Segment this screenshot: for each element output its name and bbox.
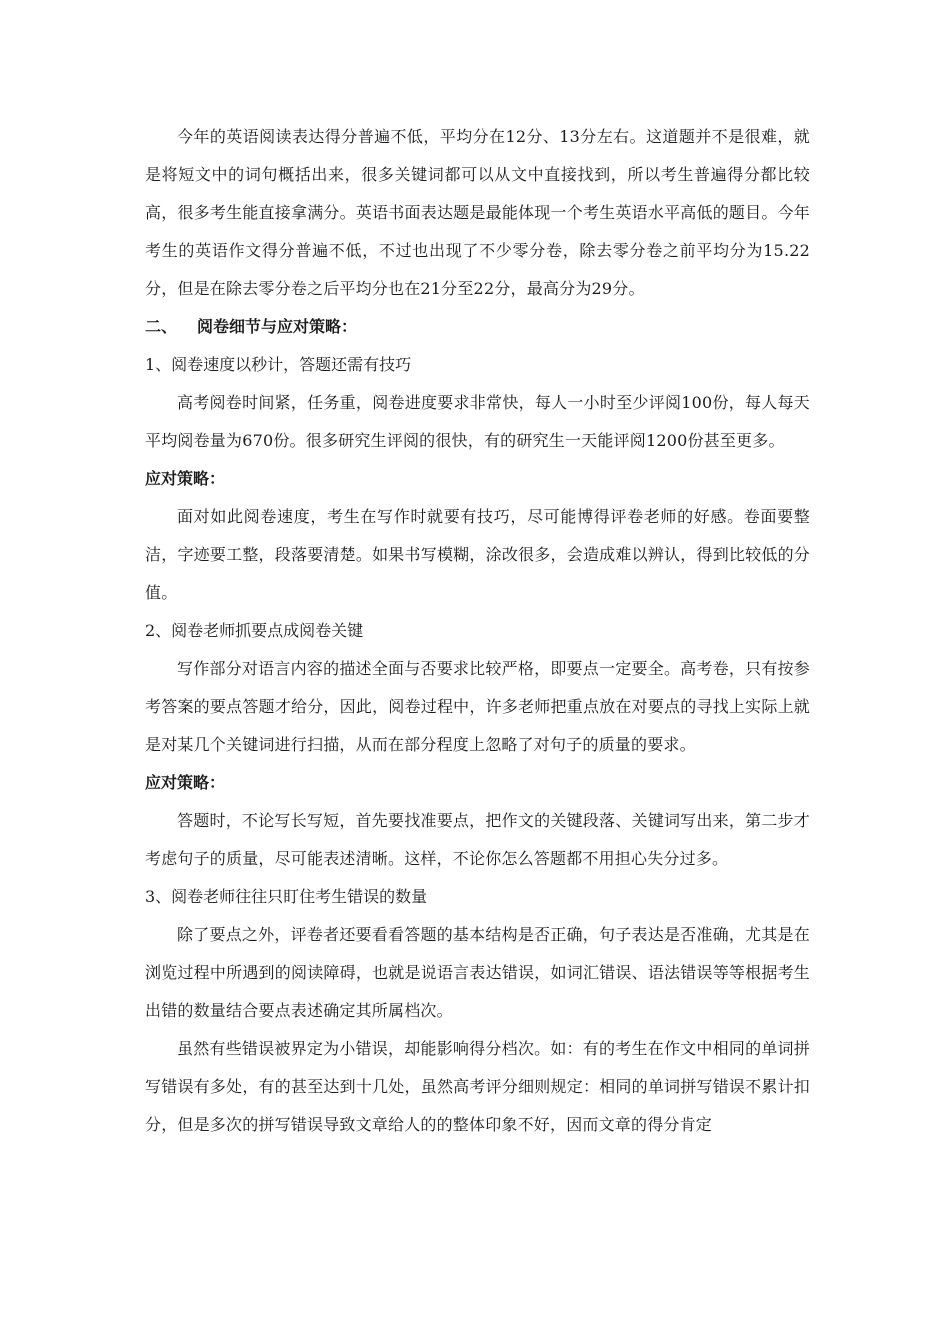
item1-strategy-body: 面对如此阅卷速度，考生在写作时就要有技巧，尽可能博得评卷老师的好感。卷面要整洁，字迹要工整，段落要清楚。如果书写模糊，涂改很多，会造成难以辨认，得到比较低的分值。 <box>145 507 810 602</box>
item3-body-1: 除了要点之外，评卷者还要看看答题的基本结构是否正确，句子表达是否准确，尤其是在浏览过程中所遇到的阅读障碍，也就是说语言表达错误，如词汇错误、语法错误等等根据考生出错的数量结合要点表述确定其所属档次。 <box>145 925 810 1020</box>
document-page <box>145 118 810 1144</box>
intro-paragraph: 今年的英语阅读表达得分普遍不低，平均分在12分、13分左右。这道题并不是很难，就是将短文中的词句概括出来，很多关键词都可以从文中直接找到，所以考生普遍得分都比较高，很多考生能直接拿满分。英语书面表达题是最能体现一个考生英语水平高低的题目。今年考生的英语作文得分普遍不低，不过也出现了不少零分卷，除去零分卷之前平均分为15.22分，但是在除去零分卷之后平均分也在21分至22分，最高分为29分。 <box>145 127 810 298</box>
item2-strategy-body: 答题时，不论写长写短，首先要找准要点，把作文的关键段落、关键词写出来，第二步才考虑句子的质量，尽可能表述清晰。这样，不论你怎么答题都不用担心失分过多。 <box>145 811 810 868</box>
section-title: 阅卷细节与应对策略： <box>197 317 358 336</box>
section-heading <box>145 308 810 346</box>
section-number: 二、 <box>145 317 178 336</box>
item2-heading: 2、阅卷老师抓要点成阅卷关键 <box>145 621 364 640</box>
item2-body: 写作部分对语言内容的描述全面与否要求比较严格，即要点一定要全。高考卷，只有按参考答案的要点答题才给分，因此，阅卷过程中，许多老师把重点放在对要点的寻找上实际上就是对某几个关键词进行扫描，从而在部分程度上忽略了对句子的质量的要求。 <box>145 659 810 754</box>
item1-body: 高考阅卷时间紧，任务重，阅卷进度要求非常快，每人一小时至少评阅100份，每人每天平均阅卷量为670份。很多研究生评阅的很快，有的研究生一天能评阅1200份甚至更多。 <box>145 393 810 450</box>
item1-strategy-label: 应对策略： <box>145 469 226 488</box>
item2-strategy-label: 应对策略： <box>145 773 226 792</box>
item1-heading: 1、阅卷速度以秒计，答题还需有技巧 <box>145 355 412 374</box>
item3-body-2: 虽然有些错误被界定为小错误，却能影响得分档次。如：有的考生在作文中相同的单词拼写错误有多处，有的甚至达到十几处，虽然高考评分细则规定：相同的单词拼写错误不累计扣分，但是多次的拼写错误导致文章给人的的整体印象不好，因而文章的得分肯定 <box>145 1039 810 1134</box>
item3-heading: 3、阅卷老师往往只盯住考生错误的数量 <box>145 887 428 906</box>
